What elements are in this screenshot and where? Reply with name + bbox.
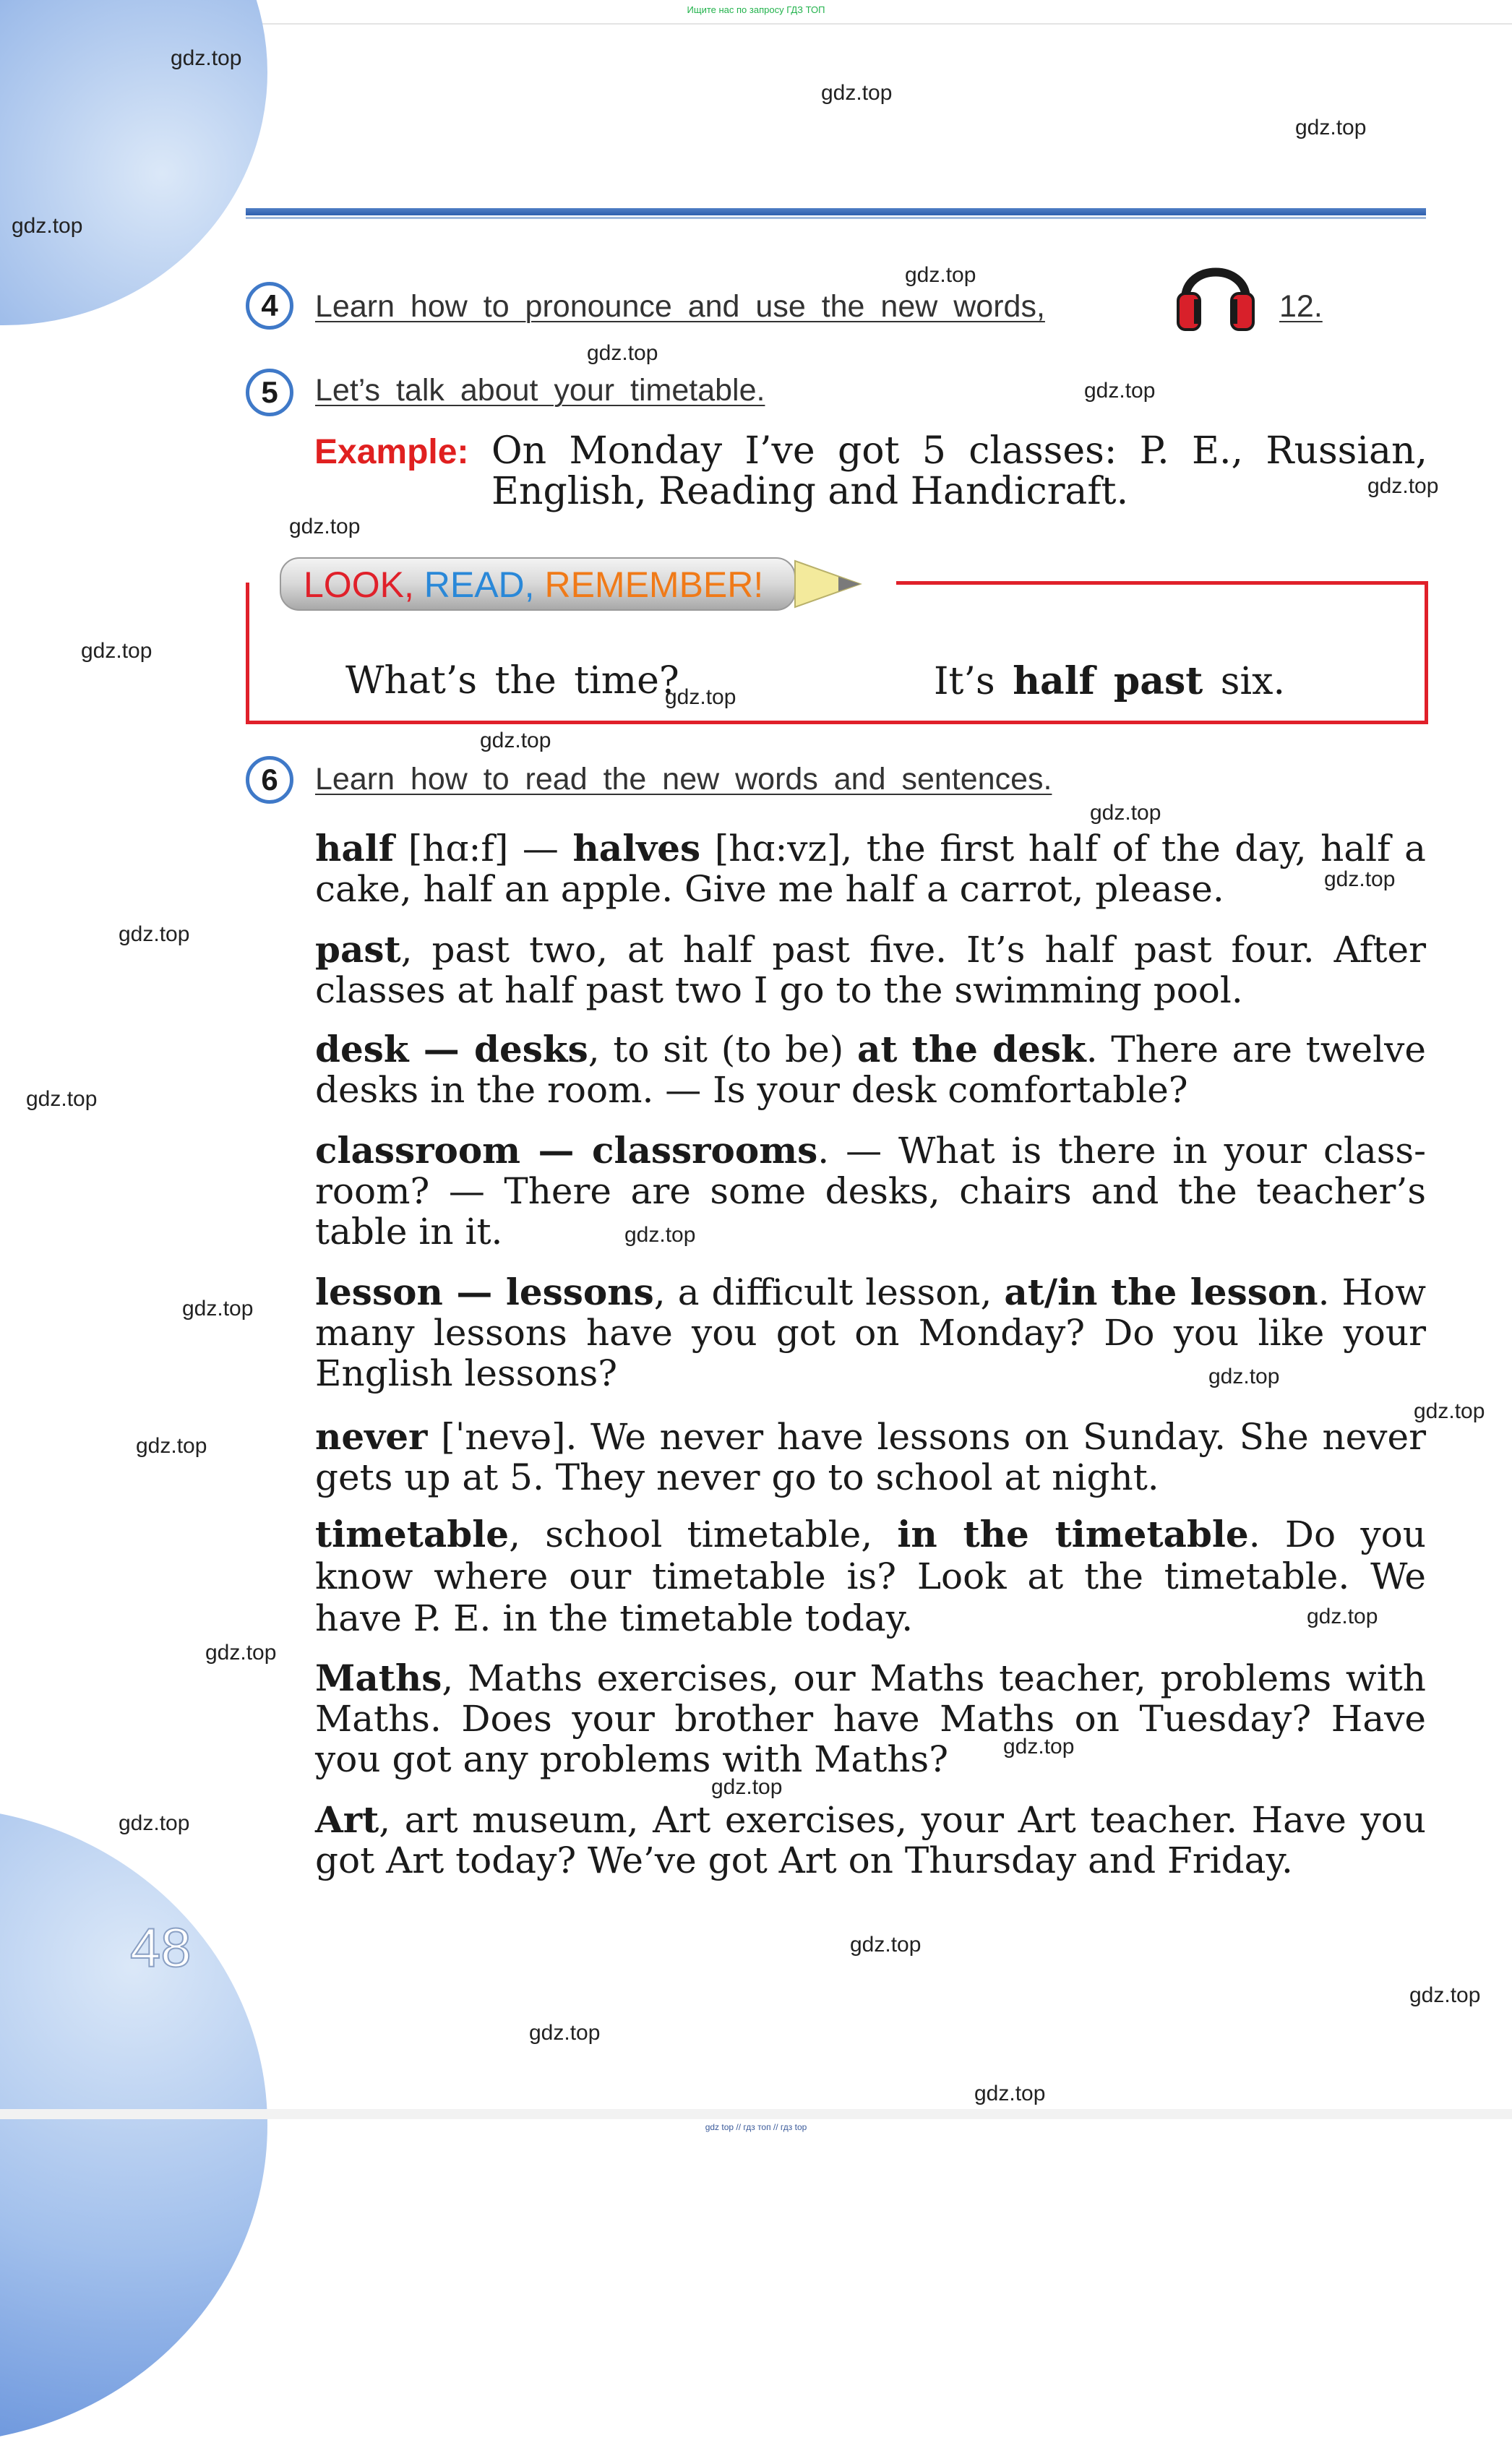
section-rule (246, 208, 1426, 215)
banner-remember: REMEMBER! (544, 564, 764, 605)
entry-timetable: timetable, school timetable, in the timetable. Do you know where our timetable is? Look at the timetable. We have P. E. in the timetable today. (315, 1513, 1426, 1639)
example-line-2: English, Reading and Handicraft. (491, 470, 1129, 513)
watermark: gdz.top (529, 2021, 601, 2045)
watermark: gdz.top (26, 1087, 98, 1111)
watermark: gdz.top (711, 1775, 783, 1799)
watermark: gdz.top (624, 1223, 696, 1247)
task-5-number: 5 (246, 369, 293, 416)
watermark: gdz.top (136, 1434, 207, 1458)
entry-half: half [hɑ:f] — halves [hɑ:vz], the first half of the day, half a cake, half an apple. Give me half a carrot, please. (315, 827, 1426, 910)
task-5-text: Let’s talk about your timetable. (315, 373, 765, 408)
watermark: gdz.top (1367, 474, 1439, 498)
example-label: Example: (314, 433, 469, 471)
headphones-icon (1175, 249, 1256, 332)
banner-look: LOOK, (304, 564, 414, 605)
entry-never: never [ˈnevə]. We never have lessons on Sunday. She never gets up at 5. They never go to school at night. (315, 1415, 1426, 1498)
entry-past: past, past two, at half past five. It’s half past four. After classes at half past two I go to the swimming pool. (315, 928, 1426, 1011)
banner-title (304, 564, 763, 606)
watermark: gdz.top (1409, 1983, 1481, 2007)
watermark: gdz.top (1084, 379, 1156, 403)
watermark: gdz.top (905, 263, 976, 287)
example-line-1: On Monday I’ve got 5 classes: P. E., Russian, (491, 429, 1427, 473)
task-6-number: 6 (246, 756, 293, 804)
watermark: gdz.top (1324, 867, 1396, 891)
watermark: gdz.top (1090, 801, 1161, 825)
entry-desk: desk — desks, to sit (to be) at the desk. There are twelve desks in the room. — Is your desk comfortable? (315, 1028, 1426, 1111)
rule-question: What’s the time? (345, 659, 679, 703)
task-4-number: 4 (246, 282, 293, 330)
watermark: gdz.top (182, 1297, 254, 1321)
watermark: gdz.top (974, 2082, 1046, 2105)
watermark: gdz.top (12, 214, 83, 238)
header-note: Ищите нас по запросу ГДЗ ТОП (687, 4, 825, 15)
watermark: gdz.top (587, 341, 658, 365)
watermark: gdz.top (1307, 1605, 1378, 1628)
entry-art: Art, art museum, Art exercises, your Art teacher. Have you got Art today? We’ve got Art on Thursday and Friday. (315, 1798, 1426, 1881)
task-4-track: 12. (1279, 289, 1323, 324)
page-number: 48 (130, 1918, 192, 1979)
section-rule-shadow (246, 217, 1426, 219)
watermark: gdz.top (81, 639, 153, 663)
banner-read: READ, (424, 564, 535, 605)
watermark: gdz.top (171, 46, 242, 70)
watermark: gdz.top (480, 729, 551, 752)
footer-note: gdz top // гдз топ // гдз top (705, 2122, 807, 2132)
watermark: gdz.top (205, 1641, 277, 1665)
watermark: gdz.top (289, 515, 361, 538)
bottom-bar (0, 2109, 1512, 2119)
watermark: gdz.top (1003, 1735, 1075, 1759)
watermark: gdz.top (850, 1933, 922, 1957)
watermark: gdz.top (665, 685, 736, 709)
task-4-text: Learn how to pronounce and use the new words, (315, 289, 1045, 324)
entry-lesson: lesson — lessons, a difficult lesson, at/in the lesson. How many lessons have you got on Monday? Do you like your English lessons? (315, 1271, 1427, 1394)
watermark: gdz.top (119, 1811, 190, 1835)
watermark: gdz.top (1414, 1399, 1485, 1423)
entry-maths: Maths, Maths exercises, our Maths teacher, problems with Maths. Does your brother have Maths on Tuesday? Have you got any problems with Maths? (315, 1657, 1426, 1780)
task-6-text: Learn how to read the new words and sentences. (315, 762, 1052, 797)
watermark: gdz.top (1208, 1365, 1280, 1388)
watermark: gdz.top (119, 922, 190, 946)
entry-classroom: classroom — classrooms. — What is there in your class- room? — There are some desks, chairs and the teacher’s table in it. (315, 1129, 1426, 1253)
watermark: gdz.top (1295, 116, 1367, 139)
rule-answer: It’s half past six. (934, 659, 1285, 703)
watermark: gdz.top (821, 81, 893, 105)
